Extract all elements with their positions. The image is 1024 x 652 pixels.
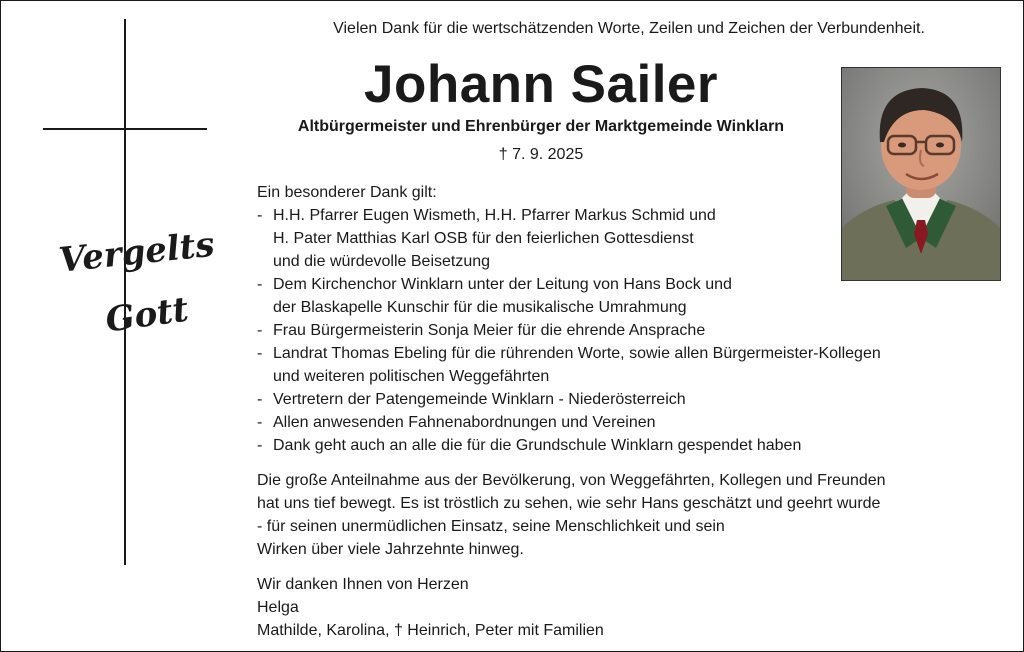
deceased-title: Altbürgermeister und Ehrenbürger der Marktgemeinde Winklarn (297, 118, 785, 135)
list-line: und weiteren politischen Weggefährten (273, 368, 550, 385)
cross-vertical-bar (124, 19, 126, 565)
list-item: - H.H. Pfarrer Eugen Wismeth, H.H. Pfarrer Markus Schmid und H. Pater Matthias Karl OSB für den feierlichen Gottesdienst und die würdevolle Beisetzung (257, 207, 716, 270)
paragraph-line: Die große Anteilnahme aus der Bevölkerung, von Weggefährten, Kollegen und Freunden (257, 472, 886, 489)
thanks-list (257, 204, 1007, 457)
list-item: - Dem Kirchenchor Winklarn unter der Leitung von Hans Bock und der Blaskapelle Kunschir für die musikalische Umrahmung (257, 276, 732, 316)
list-line: Landrat Thomas Ebeling für die rührenden Worte, sowie allen Bürgermeister-Kollegen (273, 345, 881, 362)
list-item: - Allen anwesenden Fahnenabordnungen und Vereinen (257, 414, 656, 431)
closing-line: Wir danken Ihnen von Herzen (257, 576, 469, 593)
thanks-heading: Ein besonderer Dank gilt: (257, 184, 437, 201)
list-line: Allen anwesenden Fahnenabordnungen und Vereinen (273, 414, 656, 431)
intro-line: Vielen Dank für die wertschätzenden Worte, Zeilen und Zeichen der Verbundenheit. (333, 20, 925, 37)
list-item: - Frau Bürgermeisterin Sonja Meier für die ehrende Ansprache (257, 322, 706, 339)
paragraph-line: Wirken über viele Jahrzehnte hinweg. (257, 541, 524, 558)
list-line: Frau Bürgermeisterin Sonja Meier für die ehrende Ansprache (273, 322, 706, 339)
deceased-name: Johann Sailer (363, 55, 719, 114)
list-line: H.H. Pfarrer Eugen Wismeth, H.H. Pfarrer Markus Schmid und (273, 207, 716, 224)
list-item: - Dank geht auch an alle die für die Grundschule Winklarn gespendet haben (257, 437, 802, 454)
list-line: der Blaskapelle Kunschir für die musikalische Umrahmung (273, 299, 687, 316)
thanks-body (257, 181, 1007, 642)
death-date: † 7. 9. 2025 (498, 146, 584, 163)
list-line: Dank geht auch an alle die für die Grundschule Winklarn gespendet haben (273, 437, 802, 454)
list-line: Vertretern der Patengemeinde Winklarn - Niederösterreich (273, 391, 686, 408)
vergelts-lettering: Vergelts (57, 224, 217, 281)
list-line: Dem Kirchenchor Winklarn unter der Leitung von Hans Bock und (273, 276, 732, 293)
list-line: H. Pater Matthias Karl OSB für den feierlichen Gottesdienst (273, 230, 694, 247)
closing-line: Mathilde, Karolina, † Heinrich, Peter mit Familien (257, 622, 604, 639)
gott-lettering: Gott (103, 289, 191, 341)
list-item: - Vertretern der Patengemeinde Winklarn - Niederösterreich (257, 391, 686, 408)
cross-horizontal-bar (43, 128, 207, 130)
closing-line: Helga (257, 599, 299, 616)
list-line: und die würdevolle Beisetzung (273, 253, 491, 270)
closing-signature (257, 573, 1007, 642)
gratitude-paragraph (257, 469, 1007, 561)
paragraph-line: hat uns tief bewegt. Es ist tröstlich zu sehen, wie sehr Hans geschätzt und geehrt wurde (257, 495, 881, 512)
list-item: - Landrat Thomas Ebeling für die rührenden Worte, sowie allen Bürgermeister-Kollegen und weiteren politischen Weggefährten (257, 345, 881, 385)
paragraph-line: - für seinen unermüdlichen Einsatz, seine Menschlichkeit und sein (257, 518, 725, 535)
